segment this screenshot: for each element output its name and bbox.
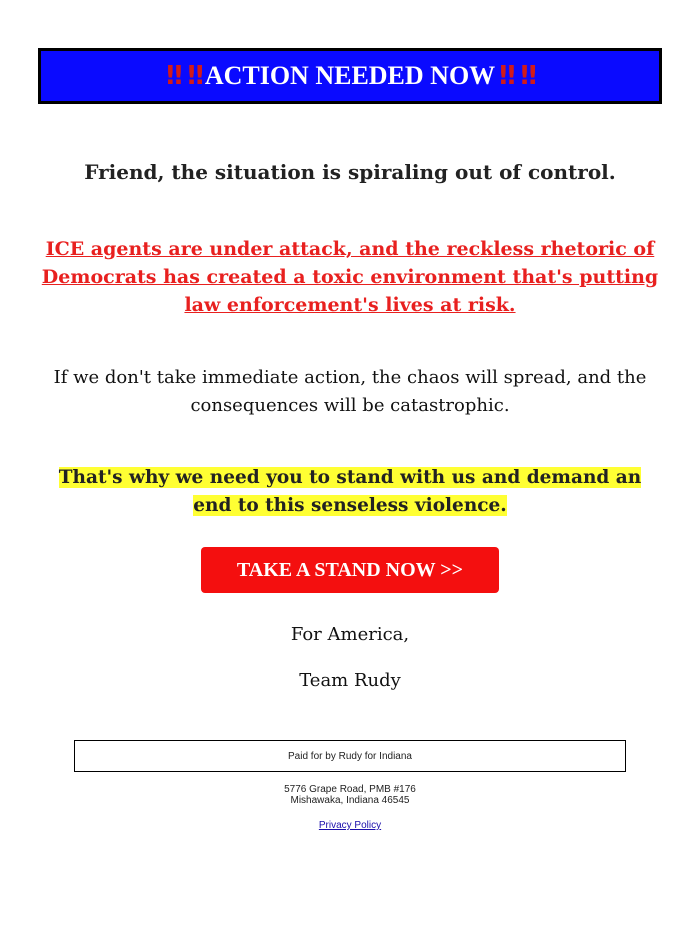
highlight-paragraph xyxy=(40,464,660,520)
paid-for-disclaimer xyxy=(74,740,626,772)
greeting-text: Friend, the situation is spiraling out of control. xyxy=(84,160,616,184)
double-exclamation-icon: ‼ xyxy=(499,61,513,91)
action-banner xyxy=(38,48,662,104)
paid-for-text: Paid for by Rudy for Indiana xyxy=(288,750,412,762)
take-a-stand-button[interactable]: TAKE A STAND NOW >> xyxy=(201,547,499,593)
privacy-section xyxy=(0,820,700,831)
banner-title: ACTION NEEDED NOW xyxy=(204,61,496,90)
alert-link-text[interactable]: ICE agents are under attack, and the reckless rhetoric of Democrats has created a toxic environment that's putting law enforcement's lives at risk. xyxy=(41,238,659,316)
privacy-policy-link[interactable]: Privacy Policy xyxy=(318,820,382,831)
double-exclamation-icon: ‼ xyxy=(166,61,180,91)
address-line-1: 5776 Grape Road, PMB #176 xyxy=(284,784,416,795)
signature-text: Team Rudy xyxy=(299,670,401,691)
double-exclamation-icon: ‼ xyxy=(187,61,201,91)
highlight-text: That's why we need you to stand with us and demand an end to this senseless violence. xyxy=(58,467,642,516)
double-exclamation-icon: ‼ xyxy=(520,61,534,91)
address-line-2: Mishawaka, Indiana 46545 xyxy=(290,795,410,806)
mailing-address xyxy=(0,784,700,806)
warning-text: If we don't take immediate action, the chaos will spread, and the consequences will be catastrophic. xyxy=(53,367,647,416)
closing-text: For America, xyxy=(290,624,410,645)
